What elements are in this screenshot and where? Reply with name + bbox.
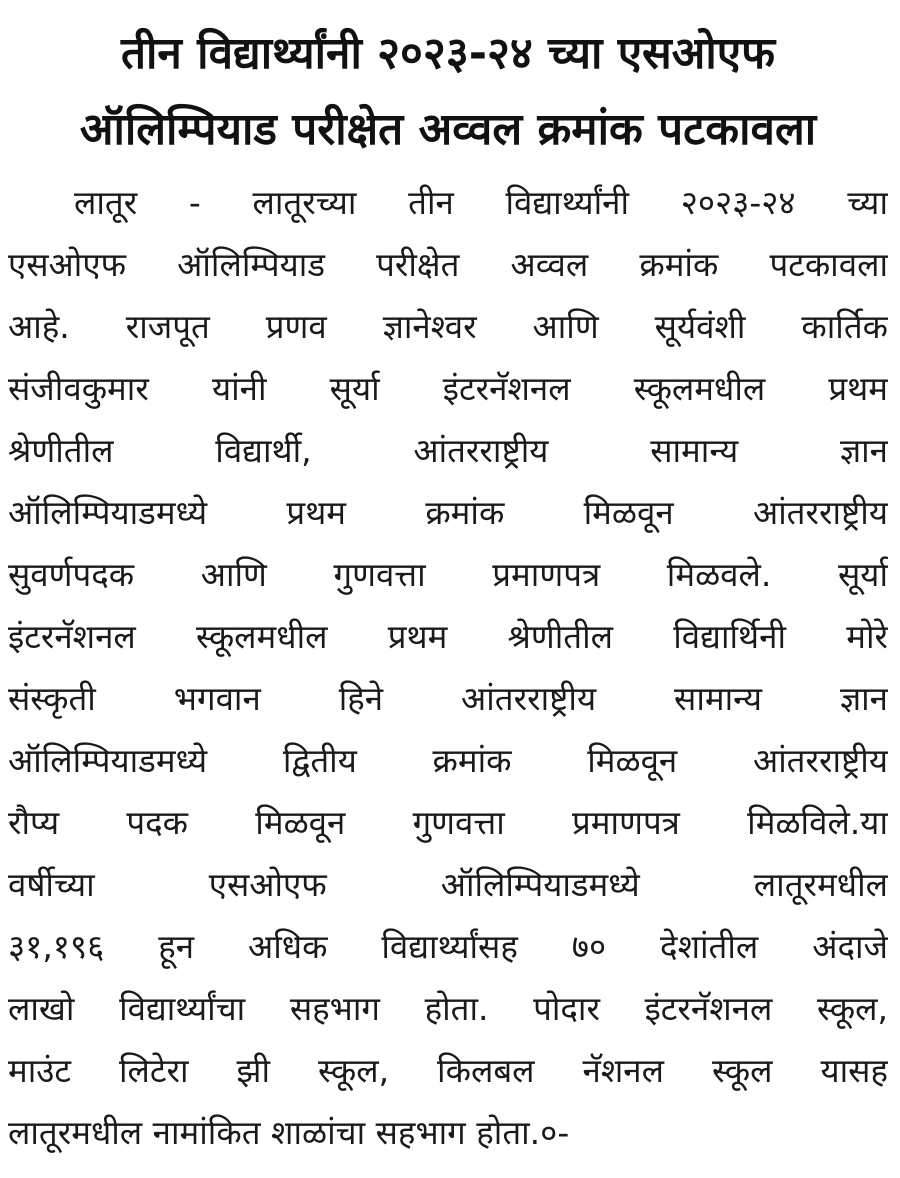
body-line: सुवर्णपदक आणि गुणवत्ता प्रमाणपत्र मिळवले. सूर्या bbox=[8, 555, 888, 594]
headline-line-1: तीन विद्यार्थ्यांनी २०२३-२४ च्या एसओएफ bbox=[120, 28, 776, 79]
article-body bbox=[8, 172, 888, 1164]
body-line: माउंट लिटेरा झी स्कूल, किलबल नॅशनल स्कूल यासह bbox=[8, 1051, 888, 1090]
headline-line-2: ऑलिम्पियाड परीक्षेत अव्वल क्रमांक पटकावला bbox=[79, 104, 817, 155]
body-line: वर्षीच्या एसओएफ ऑलिम्पियाडमध्ये लातूरमधील bbox=[8, 865, 888, 904]
body-line: संजीवकुमार यांनी सूर्या इंटरनॅशनल स्कूलमधील प्रथम bbox=[8, 369, 888, 408]
body-line: इंटरनॅशनल स्कूलमधील प्रथम श्रेणीतील विद्यार्थिनी मोरे bbox=[8, 617, 888, 656]
body-line: ३१,१९६ हून अधिक विद्यार्थ्यांसह ७० देशांतील अंदाजे bbox=[8, 927, 888, 966]
body-line: संस्कृती भगवान हिने आंतरराष्ट्रीय सामान्य ज्ञान bbox=[8, 679, 888, 718]
body-line: रौप्य पदक मिळवून गुणवत्ता प्रमाणपत्र मिळविले.या bbox=[8, 803, 888, 842]
body-line: एसओएफ ऑलिम्पियाड परीक्षेत अव्वल क्रमांक पटकावला bbox=[8, 245, 888, 284]
body-line: लातूर - लातूरच्या तीन विद्यार्थ्यांनी २०२३-२४ च्या bbox=[74, 183, 888, 222]
body-line: लाखो विद्यार्थ्यांचा सहभाग होता. पोदार इंटरनॅशनल स्कूल, bbox=[8, 989, 888, 1028]
body-line: ऑलिम्पियाडमध्ये द्वितीय क्रमांक मिळवून आंतरराष्ट्रीय bbox=[8, 741, 888, 780]
body-line: श्रेणीतील विद्यार्थी, आंतरराष्ट्रीय सामान्य ज्ञान bbox=[8, 431, 888, 470]
article-headline bbox=[8, 16, 888, 168]
body-line: आहे. राजपूत प्रणव ज्ञानेश्वर आणि सूर्यवंशी कार्तिक bbox=[8, 307, 888, 346]
news-article bbox=[8, 16, 888, 1166]
body-line: ऑलिम्पियाडमध्ये प्रथम क्रमांक मिळवून आंतरराष्ट्रीय bbox=[8, 493, 888, 532]
body-line: लातूरमधील नामांकित शाळांचा सहभाग होता.०- bbox=[8, 1113, 570, 1152]
